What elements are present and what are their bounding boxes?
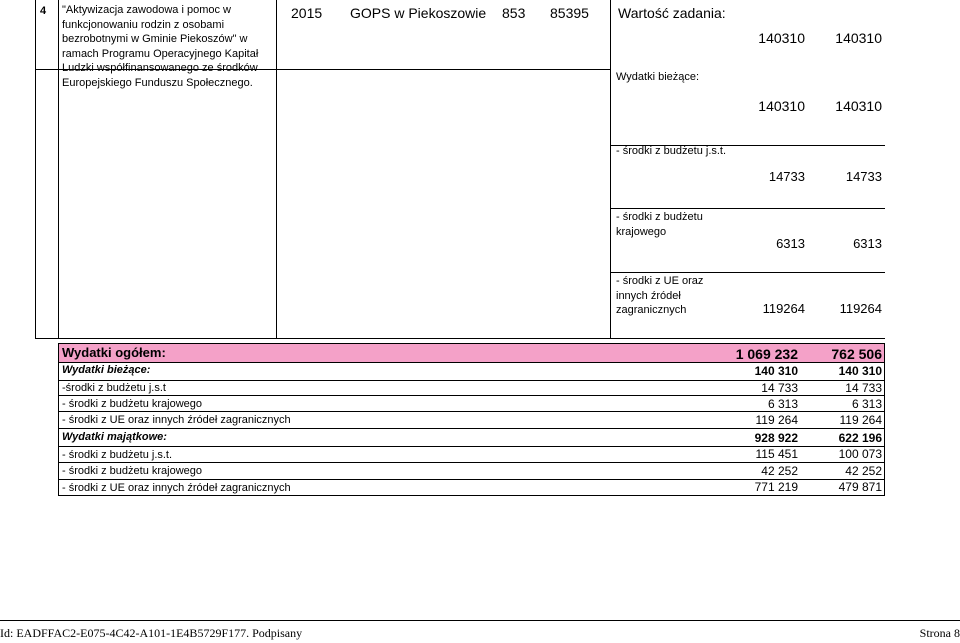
summary-row-label: - środki z budżetu krajowego xyxy=(62,398,203,410)
summary-row-value: 119 264 xyxy=(755,413,798,427)
summary-row-value: 771 219 xyxy=(754,480,798,494)
task-eu-2: 119264 xyxy=(839,301,882,316)
summary-row-label: - środki z budżetu j.s.t. xyxy=(62,449,173,461)
task-current-label: Wydatki bieżące: xyxy=(616,71,700,83)
task-unit: GOPS w Piekoszowie xyxy=(350,5,487,21)
summary-row-label: Wydatki bieżące: xyxy=(62,364,151,376)
task-number: 4 xyxy=(40,5,47,17)
task-value-2: 140310 xyxy=(835,30,882,46)
document-id: Id: EADFFAC2-E075-4C42-A101-1E4B5729F177. Podpisany xyxy=(0,626,303,640)
task-year: 2015 xyxy=(291,5,323,21)
task-jst-2: 14733 xyxy=(845,169,882,184)
task-national-1: 6313 xyxy=(776,236,805,251)
summary-row-value: 100 073 xyxy=(838,447,882,461)
task-current-1: 140310 xyxy=(758,98,805,114)
task-rozdzial: 85395 xyxy=(550,5,589,21)
page-number: Strona 8 xyxy=(919,626,960,640)
task-eu-label: - środki z UE oraz innych źródeł zagranicznych xyxy=(616,275,704,317)
task-dzial: 853 xyxy=(502,5,526,21)
summary-row-label: -środki z budżetu j.s.t xyxy=(62,382,166,394)
summary-row-value: 140 310 xyxy=(838,364,882,378)
task-jst-label: - środki z budżetu j.s.t. xyxy=(616,145,727,157)
summary-row-value: 14 733 xyxy=(845,381,882,395)
summary-row-value: 928 922 xyxy=(754,431,798,445)
summary-row-label: - środki z budżetu krajowego xyxy=(62,465,203,477)
task-jst-1: 14733 xyxy=(768,169,805,184)
summary-row-value: 42 252 xyxy=(761,464,798,478)
task-eu-1: 119264 xyxy=(762,301,805,316)
summary-row-value: 115 451 xyxy=(755,447,798,461)
summary-total-label: Wydatki ogółem: xyxy=(62,345,166,360)
summary-row-label: - środki z UE oraz innych źródeł zagranicznych xyxy=(62,414,291,426)
summary-row-value: 479 871 xyxy=(838,480,882,494)
summary-row-value: 14 733 xyxy=(761,381,798,395)
summary-row-value: 6 313 xyxy=(851,397,882,411)
task-description: "Aktywizacja zawodowa i pomoc w funkcjonowaniu rodzin z osobami bezrobotnymi w Gminie Piekoszów" w ramach Programu Operacyjnego Kapitał Ludzki współfinansowanego ze środków Europejskiego Funduszu Społecznego. xyxy=(62,4,259,89)
summary-row-value: 140 310 xyxy=(754,364,798,378)
summary-row-value: 622 196 xyxy=(838,431,882,445)
summary-row-value: 42 252 xyxy=(845,464,882,478)
summary-total-2: 762 506 xyxy=(831,346,882,362)
task-value-1: 140310 xyxy=(758,30,805,46)
task-current-2: 140310 xyxy=(835,98,882,114)
summary-row-value: 6 313 xyxy=(767,397,798,411)
task-value-label: Wartość zadania: xyxy=(618,5,726,21)
task-national-2: 6313 xyxy=(853,236,882,251)
summary-row-value: 119 264 xyxy=(839,413,882,427)
task-national-label: - środki z budżetu krajowego xyxy=(616,211,703,238)
summary-row-label: - środki z UE oraz innych źródeł zagranicznych xyxy=(62,482,291,494)
summary-total-1: 1 069 232 xyxy=(735,346,798,362)
summary-row-label: Wydatki majątkowe: xyxy=(62,431,167,443)
